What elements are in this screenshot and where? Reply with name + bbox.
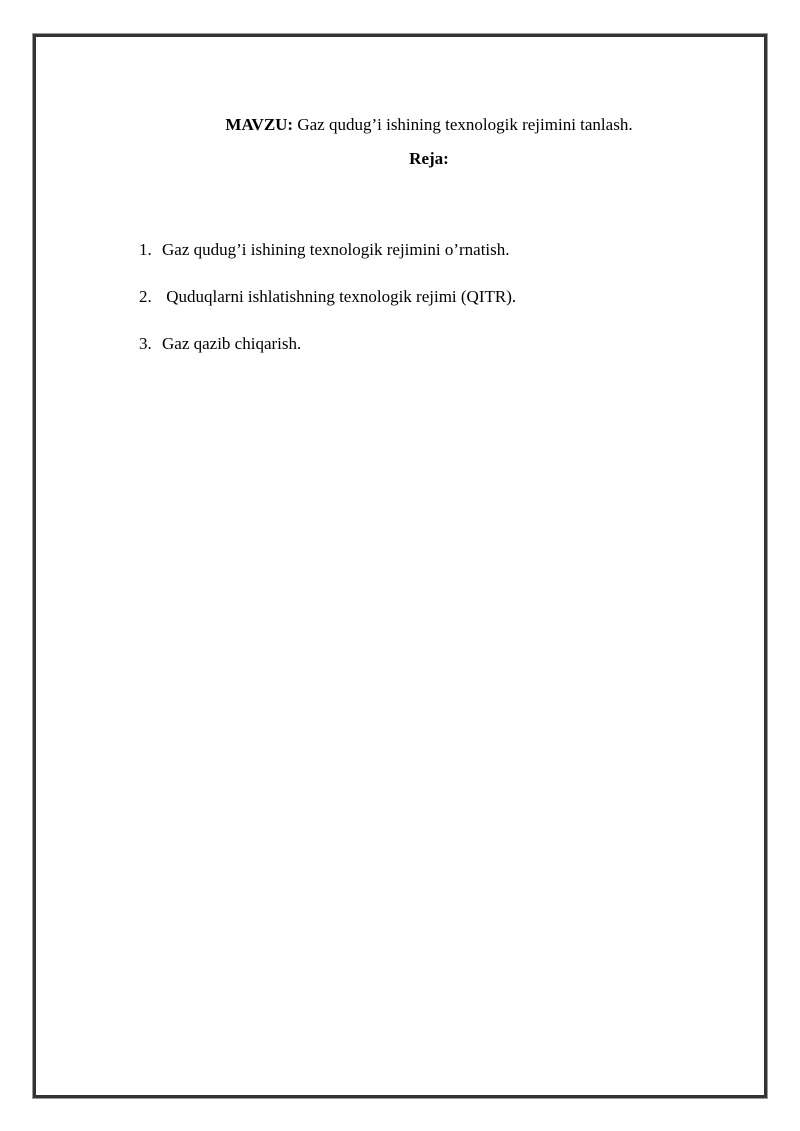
topic-heading	[0, 113, 800, 137]
topic-label: MAVZU:	[225, 115, 294, 134]
plan-item	[139, 332, 516, 356]
plan-item-number: 3.	[139, 334, 152, 353]
plan-item-text: Gaz qudug’i ishining texnologik rejimini o’rnatish.	[162, 240, 510, 259]
plan-item-number: 2.	[139, 287, 152, 306]
page-border	[33, 34, 767, 1098]
plan-list	[139, 238, 516, 379]
topic-text: Gaz qudug’i ishining texnologik rejimini tanlash.	[297, 115, 633, 134]
plan-item-number: 1.	[139, 240, 152, 259]
plan-item	[139, 238, 516, 262]
plan-item-text: Gaz qazib chiqarish.	[162, 334, 302, 353]
plan-item-text: Quduqlarni ishlatishning texnologik rejimi (QITR).	[162, 287, 517, 306]
plan-item	[139, 285, 516, 309]
plan-heading: Reja:	[409, 149, 449, 168]
